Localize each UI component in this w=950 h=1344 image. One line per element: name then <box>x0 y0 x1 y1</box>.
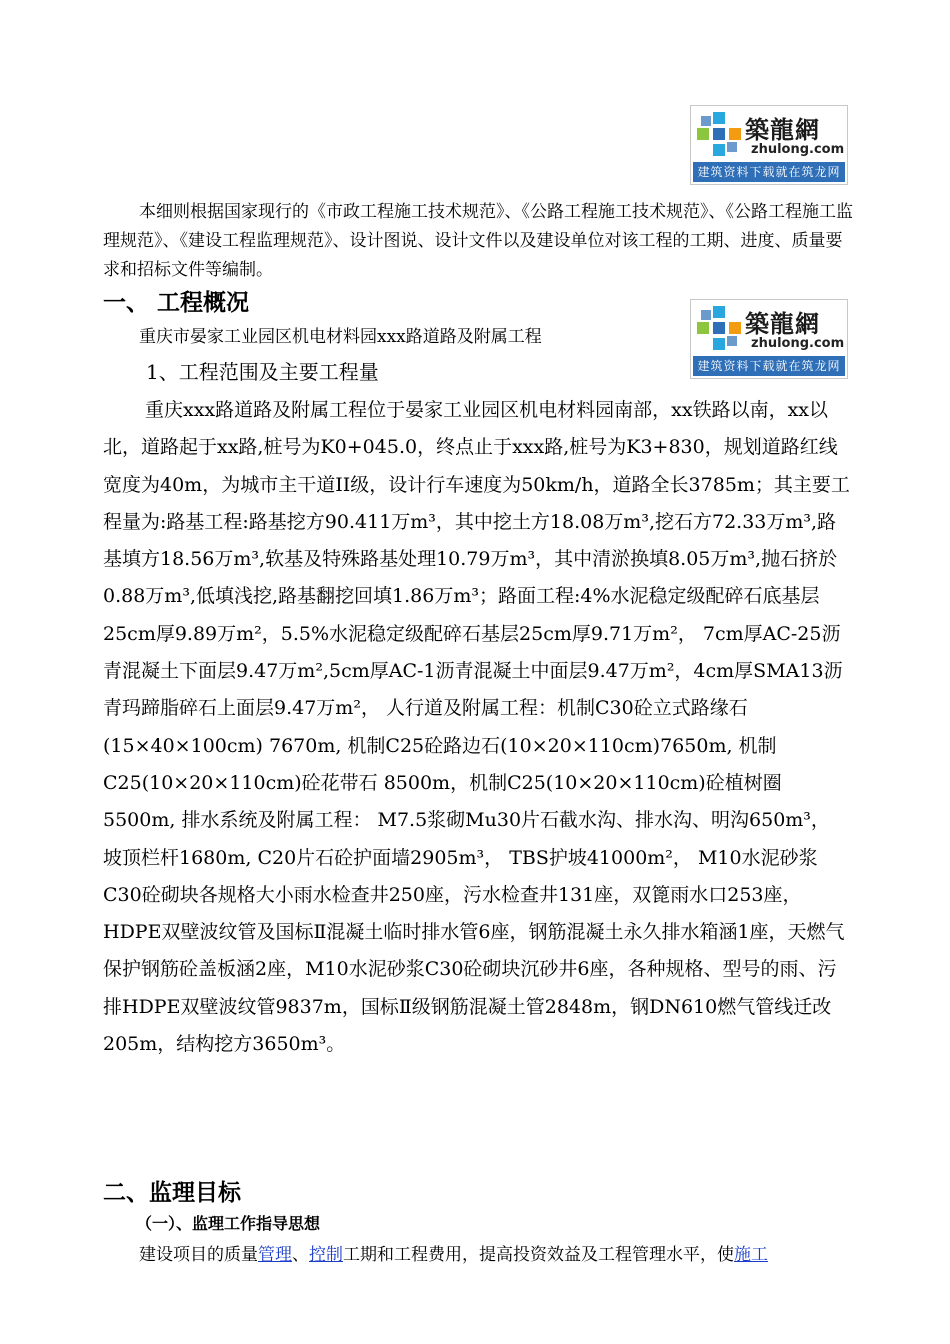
zhulong-logo <box>690 105 848 185</box>
zhulong-mark-icon <box>697 112 741 156</box>
logo-slogan: 建筑资料下载就在筑龙网 <box>693 162 845 182</box>
intro-paragraph: 本细则根据国家现行的《市政工程施工技术规范》、《公路工程施工技术规范》、《公路工程施工监理规范》、《建设工程监理规范》、设计图说、设计文件以及建设单位对该工程的工期、进度、质量要求和招标文件等编制。 <box>103 202 853 280</box>
section-2-subtitle: （一）、监理工作指导思想 <box>136 1214 321 1233</box>
link-control[interactable]: 控制 <box>309 1245 343 1265</box>
link-construction[interactable]: 施工 <box>734 1245 768 1265</box>
separator: 、 <box>292 1245 309 1265</box>
guiding-text-mid: 工期和工程费用，提高投资效益及工程管理水平，使 <box>343 1245 734 1265</box>
project-name: 重庆市晏家工业园区机电材料园xxx路道路及附属工程 <box>139 327 542 347</box>
zhulong-mark-icon <box>697 306 741 350</box>
subsection-title: 1、工程范围及主要工程量 <box>146 360 379 384</box>
logo-brand-en: zhulong.com <box>751 336 845 351</box>
section-1-title: 一、 工程概况 <box>103 290 250 316</box>
scope-paragraph: 重庆xxx路道路及附属工程位于晏家工业园区机电材料园南部，xx铁路以南，xx以北，道路起于xx路,桩号为K0+045.0，终点止于xxx路,桩号为K3+830，规划道路红线宽度为40m，为城市主干道II级，设计行车速度为50km/h，道路全长3785m；其主要工程量为:路基工程:路基挖方90.411万m³，其中挖土方18.08万m³,挖石方72.33万m³,路基填方18.56万m³,软基及特殊路基处理10.79万m³，其中清淤换填8.05万m³,抛石挤於0.88万m³,低填浅挖,路基翻挖回填1.86万m³；路面工程:4%水泥稳定级配碎石底基层25cm厚9.89万m²，5.5%水泥稳定级配碎石基层25cm厚9.71万m²， 7cm厚AC-25沥青混凝土下面层9.47万m²,5cm厚AC-1沥青混凝土中面层9.47万m²，4cm厚SMA13沥青玛蹄脂碎石上面层9.47万m²， 人行道及附属工程：机制C30砼立式路缘石(15×40×100cm) 7670m, 机制C25砼路边石(10×20×110cm)7650m, 机制C25(10×20×110cm)砼花带石 8500m，机制C25(10×20×110cm)砼植树圈5500m, 排水系统及附属工程： M7.5浆砌Mu30片石截水沟、排水沟、明沟650m³， 坡顶栏杆1680m, C20片石砼护面墙2905m³， TBS护坡41000m²， M10水泥砂浆C30砼砌块各规格大小雨水检查井250座，污水检查井131座，双篦雨水口253座，HDPE双壁波纹管及国标Ⅱ混凝土临时排水管6座，钢筋混凝土永久排水箱涵1座，天燃气保护钢筋砼盖板涵2座，M10水泥砂浆C30砼砌块沉砂井6座，各种规格、型号的雨、污排HDPE双壁波纹管9837m，国标Ⅱ级钢筋混凝土管2848m，钢DN610燃气管线迁改205m，结构挖方3650m³。 <box>103 399 850 1056</box>
link-management[interactable]: 管理 <box>258 1245 292 1265</box>
section-2-title: 二、监理目标 <box>103 1180 241 1206</box>
guiding-text-start: 建设项目的质量 <box>139 1245 258 1265</box>
zhulong-logo-2 <box>690 299 848 379</box>
logo-slogan: 建筑资料下载就在筑龙网 <box>693 356 845 376</box>
logo-brand-cn: 築龍網 <box>745 115 820 144</box>
logo-brand-en: zhulong.com <box>751 142 845 157</box>
guiding-paragraph <box>139 1240 859 1265</box>
logo-brand-cn: 築龍網 <box>745 309 820 338</box>
